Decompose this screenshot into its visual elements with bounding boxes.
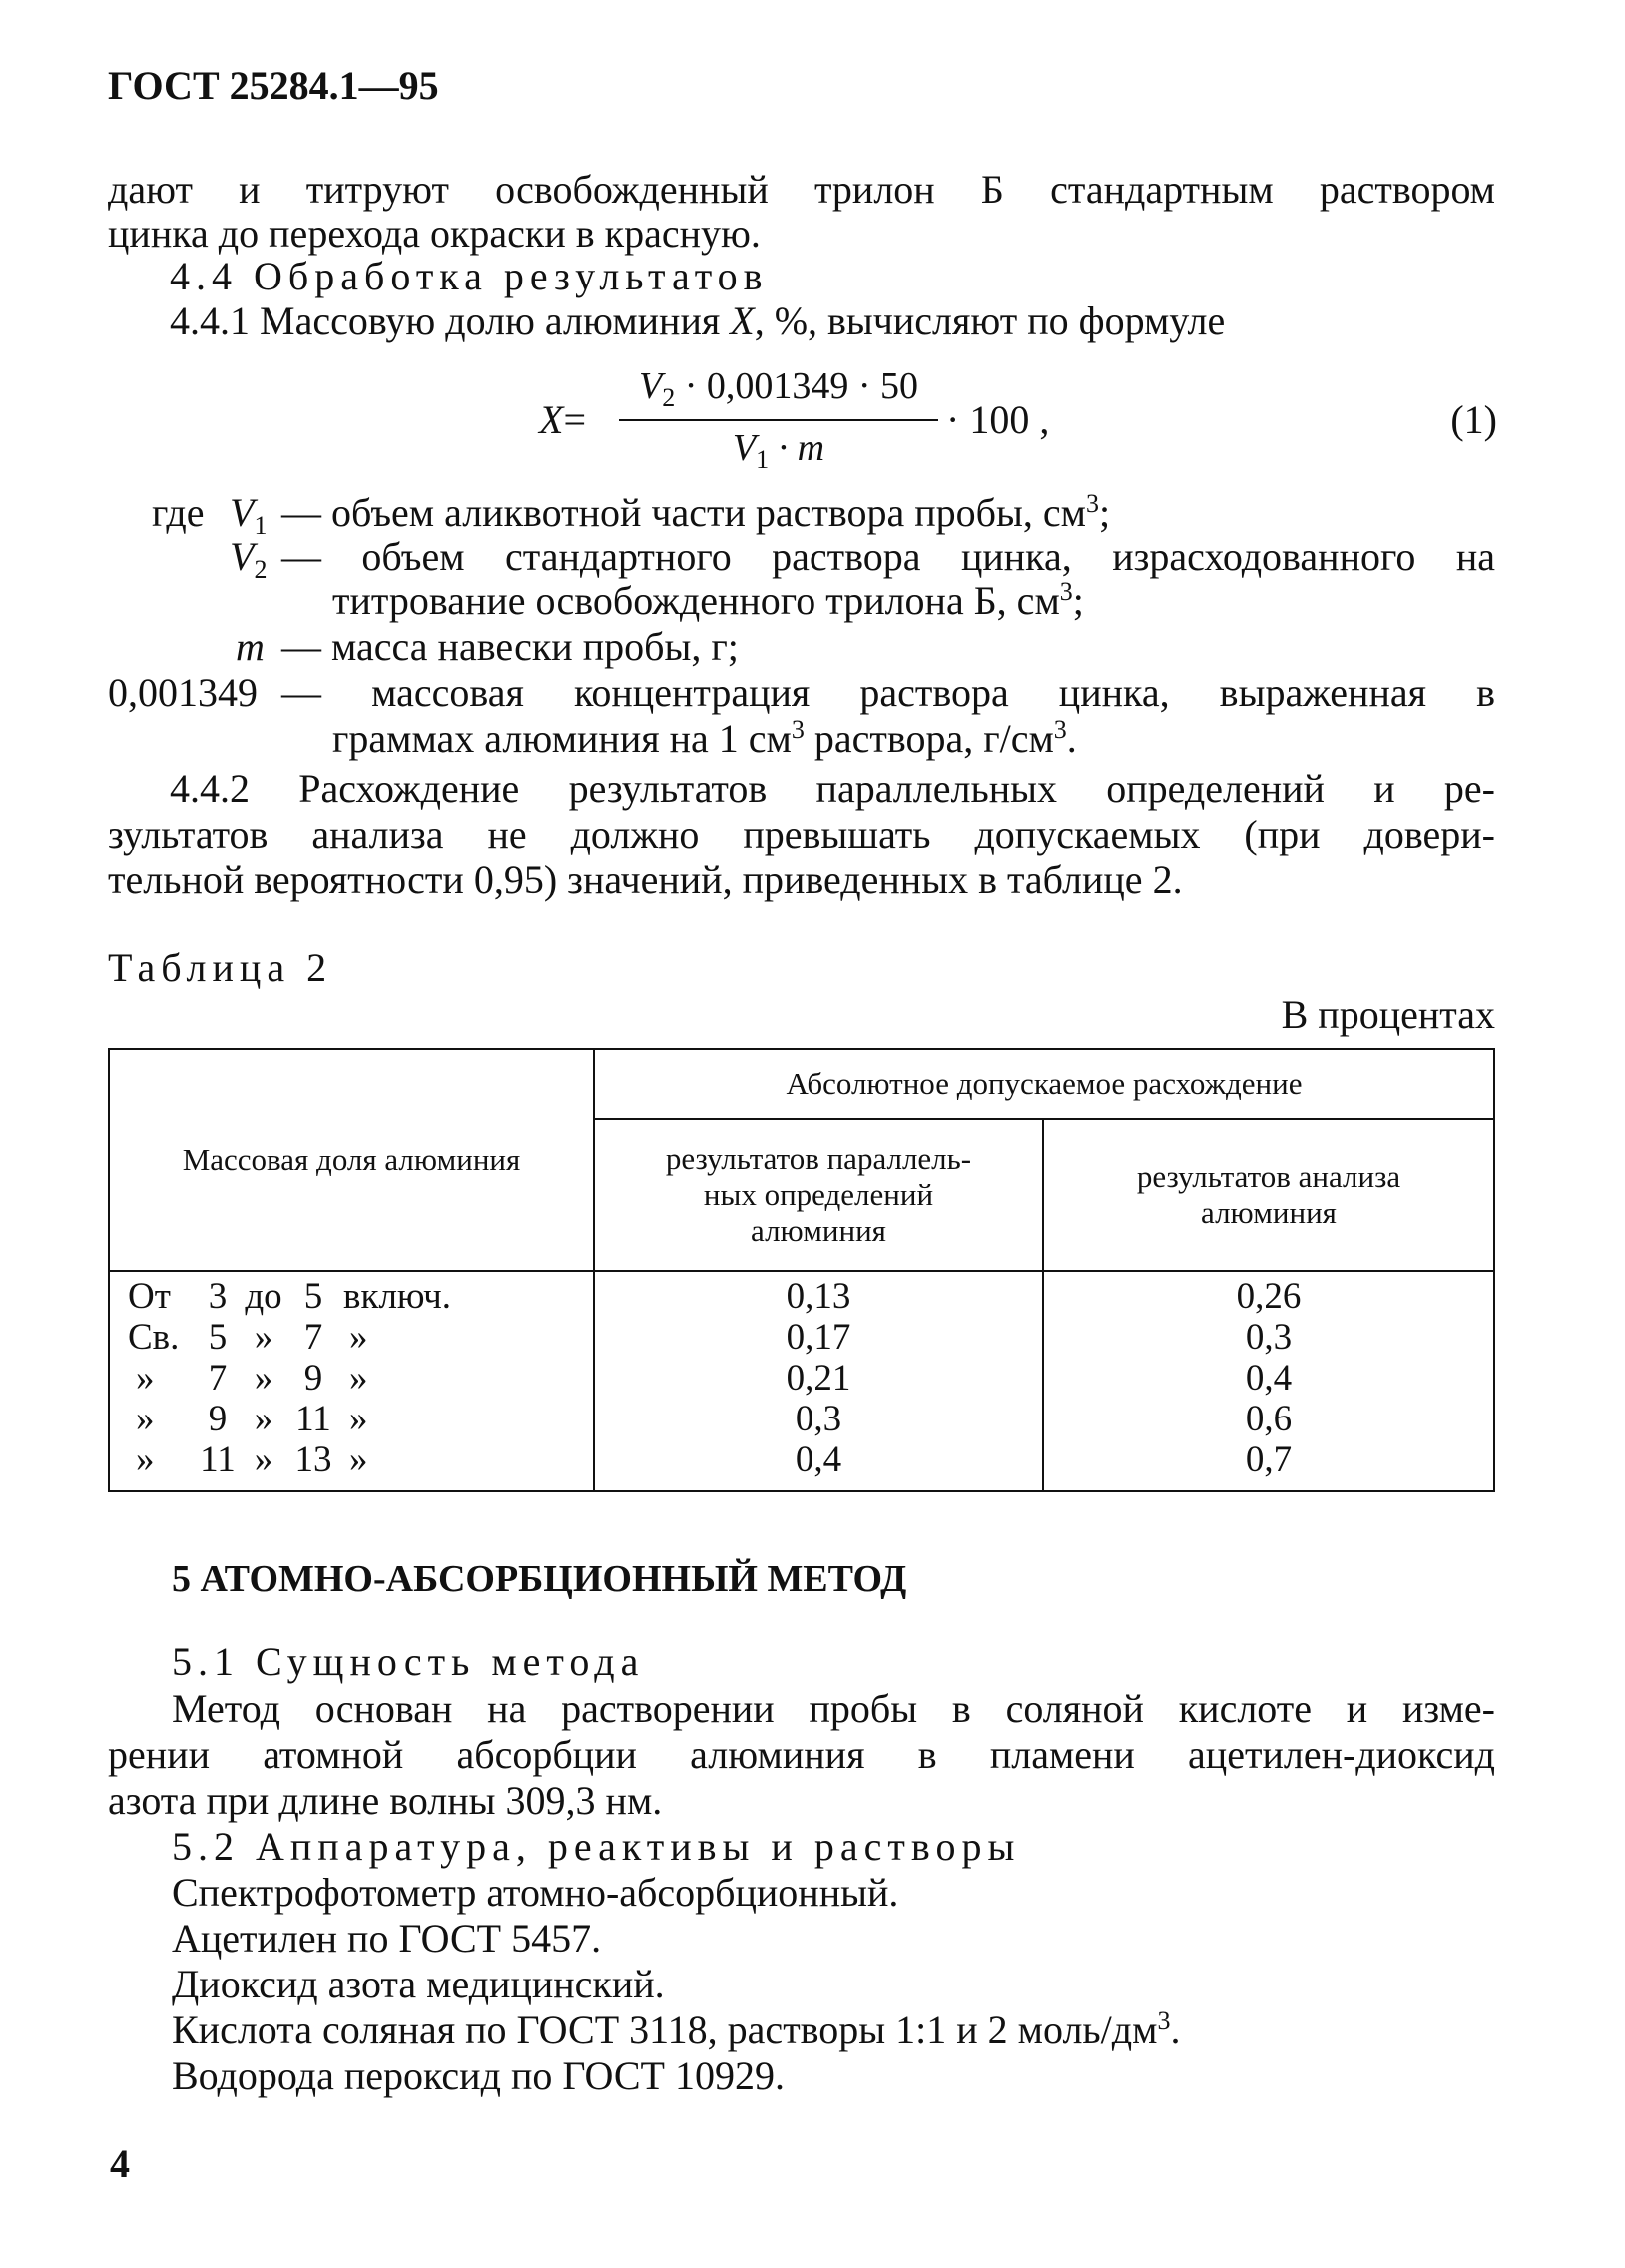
table-caption: Таблица 2 [108,945,333,990]
fraction-bar [619,419,938,421]
table-cell: 0,3 [1245,1317,1293,1358]
paragraph-4-4-2-line-1: 4.4.2 Расхождение результатов параллельных определений и ре- [170,766,1495,811]
table-hline-header [110,1270,1493,1272]
table-cell: 0,26 [1236,1276,1302,1317]
symbol-constant: 0,001349 [108,670,258,715]
paragraph-4-4-2-line-2: зультатов анализа не должно превышать допускаемых (при довери- [108,812,1495,856]
list-item: Ацетилен по ГОСТ 5457. [172,1916,602,1961]
section-5-2-heading: 5.2 Аппаратура, реактивы и растворы [172,1824,1021,1869]
section-5-title: 5 АТОМНО-АБСОРБЦИОННЫЙ МЕТОД [172,1558,907,1600]
header-abs-discrepancy: Абсолютное допускаемое расхождение [786,1066,1303,1101]
paragraph-5-1-line-1: Метод основан на растворении пробы в соляной кислоте и изме- [172,1686,1495,1731]
paragraph-5-1-line-2: рении атомной абсорбции алюминия в пламени ацетилен-диоксид [108,1732,1495,1777]
table-row: Св. 5 » 7 » [128,1317,368,1358]
definition-v1: — объем аликвотной части раствора пробы, $см^3$; [281,489,1111,535]
paragraph-4-4-1: 4.4.1 Массовую долю алюминия X, %, вычисляют по формуле [170,298,1226,343]
definition-v2-line-2: титрование освобожденного трилона Б, $см^3$; [332,577,1084,623]
page-number: 4 [110,2141,130,2186]
table-unit: В процентах [1281,992,1495,1037]
table-row: » 7 » 9 » [136,1358,368,1399]
definition-constant-line-2: граммах алюминия на 1 $см^3$ раствора, $г/см^3$. [332,715,1077,761]
symbol-v2: $V_2$ [230,534,268,584]
symbol-m: m [236,624,265,669]
table-cell: 0,4 [1245,1358,1293,1399]
table-row: » 11 » 13 » [136,1439,368,1480]
document-code-header: ГОСТ 25284.1—95 [108,63,439,108]
table-cell: 0,13 [786,1276,851,1317]
paragraph-4-4-2-line-3: тельной вероятности 0,95) значений, приведенных в таблице 2. [108,857,1183,902]
list-item: Водорода пероксид по ГОСТ 10929. [172,2053,785,2098]
table-cell: 0,3 [795,1399,842,1439]
intro-line-1: дают и титруют освобожденный трилон Б стандартным раствором [108,167,1495,212]
header-parallel-determinations: результатов параллель- ных определений алюминия [665,1141,972,1248]
formula-tail: · 100 , [946,397,1050,442]
paragraph-5-1-line-3: азота при длине волны 309,3 нм. [108,1778,663,1823]
formula-denominator: $V_1 \cdot m$ [732,427,825,474]
column-analysis-values [1044,1276,1493,1480]
formula-lhs: X= [539,397,586,442]
list-item: Кислота соляная по ГОСТ 3118, растворы 1:1 и 2 моль/$дм^3$. [172,2006,1181,2052]
table-row: » 9 » 11 » [136,1399,368,1439]
intro-line-2: цинка до перехода окраски в красную. [108,211,761,256]
formula-number: (1) [1450,397,1497,442]
table-cell: 0,17 [786,1317,851,1358]
formula-numerator: $V_2 \cdot 0,001349 \cdot 50$ [638,365,919,412]
column-mass-fraction-values [128,1276,587,1480]
header-mass-fraction: Массовая доля алюминия [182,1142,521,1177]
column-parallel-values [595,1276,1042,1480]
list-item: Диоксид азота медицинский. [172,1962,665,2006]
definition-m: — масса навески пробы, г; [281,624,739,669]
list-item: Спектрофотометр атомно-абсорбционный. [172,1870,899,1915]
definition-constant-line-1: — массовая концентрация раствора цинка, выраженная в [281,670,1495,715]
header-analysis-results: результатов анализа алюминия [1136,1159,1401,1230]
table-cell: 0,7 [1245,1439,1293,1480]
symbol-v1: $V_1$ [230,490,268,540]
table-row: От 3 до 5 включ. [128,1276,452,1317]
table-cell: 0,4 [795,1439,842,1480]
section-5-1-heading: 5.1 Сущность метода [172,1639,645,1684]
section-4-4-heading: 4.4 Обработка результатов [170,254,769,298]
definition-v2-line-1: — объем стандартного раствора цинка, израсходованного на [281,534,1495,579]
where-label: где [152,490,205,535]
table-2 [108,1048,1495,1492]
table-cell: 0,6 [1245,1399,1293,1439]
formula-1 [539,364,1497,474]
table-cell: 0,21 [786,1358,851,1399]
